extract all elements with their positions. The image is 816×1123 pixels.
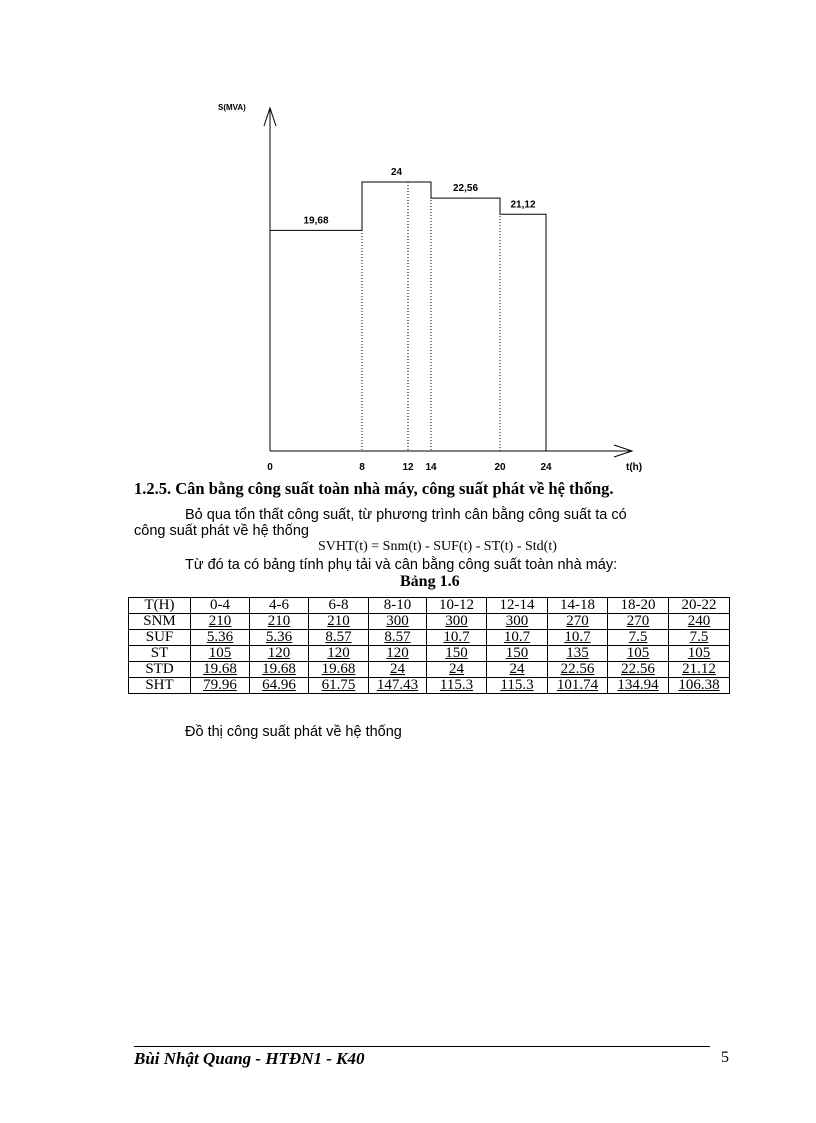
table-cell: 210	[309, 614, 369, 630]
paragraph-line: Bỏ qua tổn thất công suất, từ phương trình cân bằng công suất ta có	[185, 507, 627, 523]
table-cell: 64.96	[250, 678, 309, 694]
table-cell: 105	[669, 646, 730, 662]
table-cell: 150	[487, 646, 548, 662]
table-cell: 5.36	[250, 630, 309, 646]
row-label-cell: ST	[129, 646, 191, 662]
chart-axes	[218, 103, 642, 473]
table-cell: 134.94	[608, 678, 669, 694]
table-row	[129, 614, 730, 630]
table-cell: 300	[427, 614, 487, 630]
table-cell: 20-22	[669, 598, 730, 614]
table-cell: 10.7	[487, 630, 548, 646]
table-cell: 19.68	[191, 662, 250, 678]
table-cell: 147.43	[369, 678, 427, 694]
x-tick-label: 12	[402, 462, 414, 473]
table-cell: 18-20	[608, 598, 669, 614]
table-cell: 24	[487, 662, 548, 678]
table-cell: 10-12	[427, 598, 487, 614]
table-row	[129, 662, 730, 678]
paragraph-line: Từ đó ta có bảng tính phụ tải và cân bằng công suất toàn nhà máy:	[185, 557, 618, 573]
table-cell: 7.5	[669, 630, 730, 646]
formula: SVHT(t) = Snm(t) - SUF(t) - ST(t) - Std(t)	[318, 539, 557, 554]
table-cell: 300	[487, 614, 548, 630]
table-cell: 210	[191, 614, 250, 630]
table-cell: 6-8	[309, 598, 369, 614]
row-label-cell: SNM	[129, 614, 191, 630]
footer-author: Bùi Nhật Quang - HTĐN1 - K40	[134, 1049, 365, 1068]
table-cell: 120	[369, 646, 427, 662]
table-caption: Bảng 1.6	[400, 573, 460, 590]
table-row	[129, 630, 730, 646]
x-tick-label: 20	[494, 462, 506, 473]
table-cell: 8.57	[369, 630, 427, 646]
table-cell: 101.74	[548, 678, 608, 694]
row-label-cell: SHT	[129, 678, 191, 694]
table-cell: 22.56	[608, 662, 669, 678]
data-label: 22,56	[452, 183, 479, 195]
table-cell: 5.36	[191, 630, 250, 646]
section-heading: 1.2.5. Cân bằng công suất toàn nhà máy, công suất phát về hệ thống.	[134, 479, 614, 498]
table-cell: 19.68	[309, 662, 369, 678]
table-cell: 4-6	[250, 598, 309, 614]
footer-divider	[134, 1046, 710, 1047]
table-cell: 79.96	[191, 678, 250, 694]
table-cell: 14-18	[548, 598, 608, 614]
y-axis-label: S(MVA)	[218, 103, 246, 112]
table-cell: 105	[608, 646, 669, 662]
table-cell: 150	[427, 646, 487, 662]
table-cell: 300	[369, 614, 427, 630]
row-label-cell: T(H)	[129, 598, 191, 614]
table-cell: 106.38	[669, 678, 730, 694]
table-header-row	[129, 598, 730, 614]
paragraph-line: công suất phát về hệ thống	[134, 523, 309, 539]
table-cell: 240	[669, 614, 730, 630]
table-cell: 24	[369, 662, 427, 678]
table-cell: 0-4	[191, 598, 250, 614]
page-number: 5	[721, 1049, 729, 1066]
data-label: 19,68	[303, 215, 329, 227]
data-label: 21,12	[510, 199, 536, 211]
table-cell: 19.68	[250, 662, 309, 678]
x-axis-label: t(h)	[626, 462, 643, 473]
table-cell: 7.5	[608, 630, 669, 646]
x-tick-label: 8	[359, 462, 365, 473]
x-tick-label: 14	[425, 462, 437, 473]
step-chart	[200, 90, 660, 480]
table-cell: 115.3	[427, 678, 487, 694]
table-cell: 210	[250, 614, 309, 630]
table-cell: 21.12	[669, 662, 730, 678]
table-cell: 105	[191, 646, 250, 662]
table-cell: 270	[608, 614, 669, 630]
table-cell: 120	[250, 646, 309, 662]
table-cell: 115.3	[487, 678, 548, 694]
table-row	[129, 678, 730, 694]
power-balance-table	[128, 597, 730, 694]
row-label-cell: SUF	[129, 630, 191, 646]
table-cell: 135	[548, 646, 608, 662]
table-cell: 61.75	[309, 678, 369, 694]
data-label: 24	[390, 167, 403, 178]
row-label-cell: STD	[129, 662, 191, 678]
table-cell: 22.56	[548, 662, 608, 678]
table-cell: 10.7	[548, 630, 608, 646]
paragraph-line: Đồ thị công suất phát về hệ thống	[185, 724, 402, 740]
table-cell: 120	[309, 646, 369, 662]
table-cell: 12-14	[487, 598, 548, 614]
x-tick-label: 24	[540, 462, 552, 473]
table-cell: 24	[427, 662, 487, 678]
table-cell: 8-10	[369, 598, 427, 614]
table-cell: 8.57	[309, 630, 369, 646]
table-cell: 10.7	[427, 630, 487, 646]
table-cell: 270	[548, 614, 608, 630]
x-tick-label: 0	[267, 462, 273, 473]
table-row	[129, 646, 730, 662]
